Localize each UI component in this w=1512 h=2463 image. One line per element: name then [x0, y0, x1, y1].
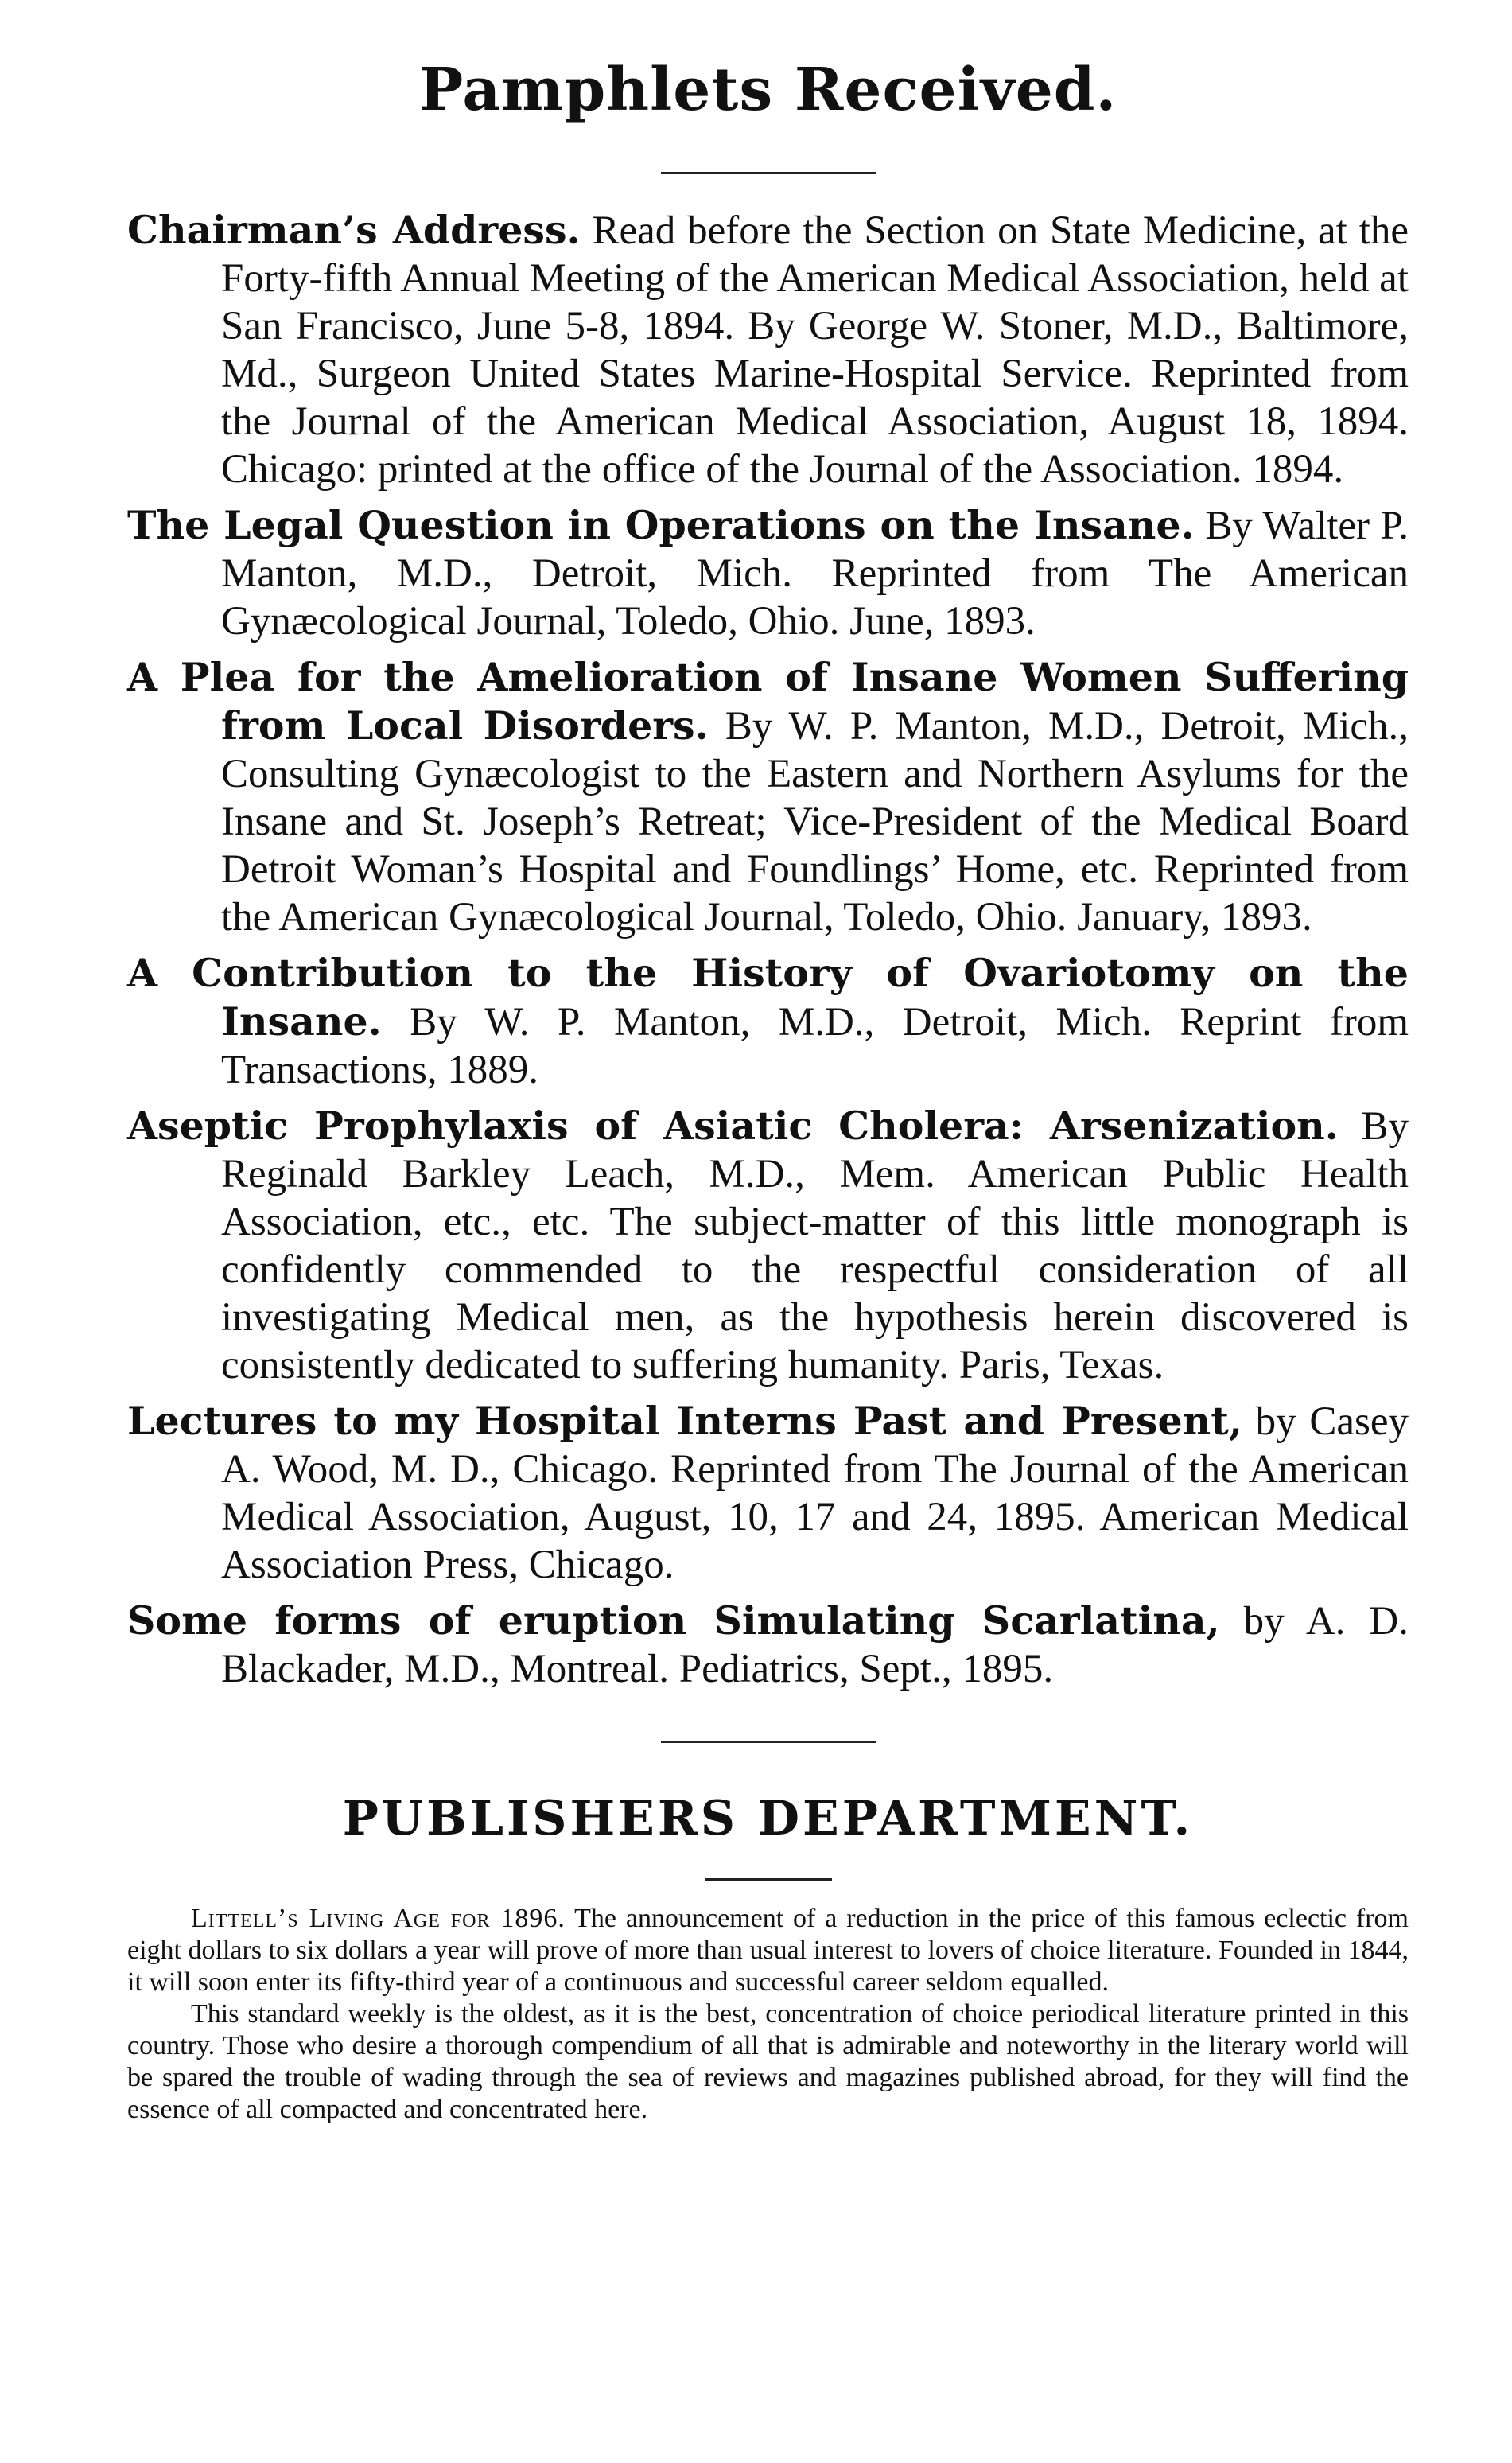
pamphlet-description: By Reginald Barkley Leach, M.D., Mem. American Public Health Association, etc., etc. The subject-matter of this little monograph is confidently commended to the respectful consideration of all investigating Medical men, as the hypothesis herein discovered is consistently dedicated to suffering humanity. Paris, Texas.	[221, 1104, 1409, 1387]
pamphlet-list	[127, 206, 1409, 1693]
page-title: Pamphlets Received.	[418, 56, 1117, 124]
paragraph-text: The announcement of a reduction in the price of this famous eclectic from eight dollars to six dollars a year will prove of more than usual interest to lovers of choice literature. Founded in 1844, it will soon enter its fifty-third year of a continuous and successful career seldom equalled.	[127, 1904, 1409, 1997]
title-divider	[661, 172, 876, 174]
pamphlet-description: by Casey A. Wood, M. D., Chicago. Reprinted from The Journal of the American Medical Association, August, 10, 17 and 24, 1895. American Medical Association Press, Chicago.	[221, 1399, 1409, 1587]
pamphlet-description: by A. D. Blackader, M.D., Montreal. Pediatrics, Sept., 1895.	[221, 1599, 1409, 1691]
pamphlet-entry	[127, 206, 1409, 493]
pamphlet-title: Some forms of eruption Simulating Scarlatina,	[127, 1597, 1220, 1644]
publishers-paragraph	[127, 1903, 1409, 1998]
section-divider	[661, 1741, 876, 1743]
publishers-department-heading: PUBLISHERS DEPARTMENT.	[342, 1791, 1194, 1846]
pamphlet-description: Read before the Section on State Medicine, at the Forty-fifth Annual Meeting of the American Medical Association, held at San Francisco, June 5-8, 1894. By George W. Stoner, M.D., Baltimore, Md., Surgeon United States Marine-Hospital Service. Reprinted from the Journal of the American Medical Association, August 18, 1894. Chicago: printed at the office of the Journal of the Association. 1894.	[221, 208, 1409, 492]
pamphlet-entry	[127, 1397, 1409, 1589]
paragraph-text: This standard weekly is the oldest, as it is the best, concentration of choice periodical literature printed in this country. Those who desire a thorough compendium of all that is admirable and noteworthy in the literary world will be spared the trouble of wading through the sea of reviews and magazines published abroad, for they will find the essence of all compacted and concentrated here.	[127, 1999, 1409, 2124]
pamphlet-title: Aseptic Prophylaxis of Asiatic Cholera: Arsenization.	[127, 1103, 1339, 1149]
publishers-divider	[705, 1878, 832, 1881]
paragraph-lead: Littell’s Living Age for 1896.	[191, 1904, 566, 1933]
pamphlet-title: The Legal Question in Operations on the Insane.	[127, 502, 1195, 548]
pamphlet-title: A Contribution to the History of Ovariotomy on the Insane.	[127, 950, 1409, 1045]
pamphlet-entry	[127, 949, 1409, 1094]
pamphlet-entry	[127, 653, 1409, 941]
pamphlet-entry	[127, 1597, 1409, 1693]
pamphlet-description: By W. P. Manton, M.D., Detroit, Mich., Consulting Gynæcologist to the Eastern and Northern Asylums for the Insane and St. Joseph’s Retreat; Vice-President of the Medical Board Detroit Woman’s Hospital and Foundlings’ Home, etc. Reprinted from the American Gynæcological Journal, Toledo, Ohio. January, 1893.	[221, 704, 1409, 940]
pamphlet-title: A Plea for the Amelioration of Insane Women Suffering from Local Disorders.	[127, 654, 1409, 749]
pamphlet-entry	[127, 501, 1409, 645]
pamphlet-title: Chairman’s Address.	[127, 207, 581, 253]
pamphlet-description: By Walter P. Manton, M.D., Detroit, Mich. Reprinted from The American Gynæcological Journal, Toledo, Ohio. June, 1893.	[221, 504, 1409, 644]
pamphlet-description: By W. P. Manton, M.D., Detroit, Mich. Reprint from Transactions, 1889.	[221, 1000, 1409, 1092]
pamphlet-title: Lectures to my Hospital Interns Past and Present,	[127, 1398, 1242, 1444]
pamphlet-entry	[127, 1102, 1409, 1389]
publishers-paragraph	[127, 1998, 1409, 2126]
